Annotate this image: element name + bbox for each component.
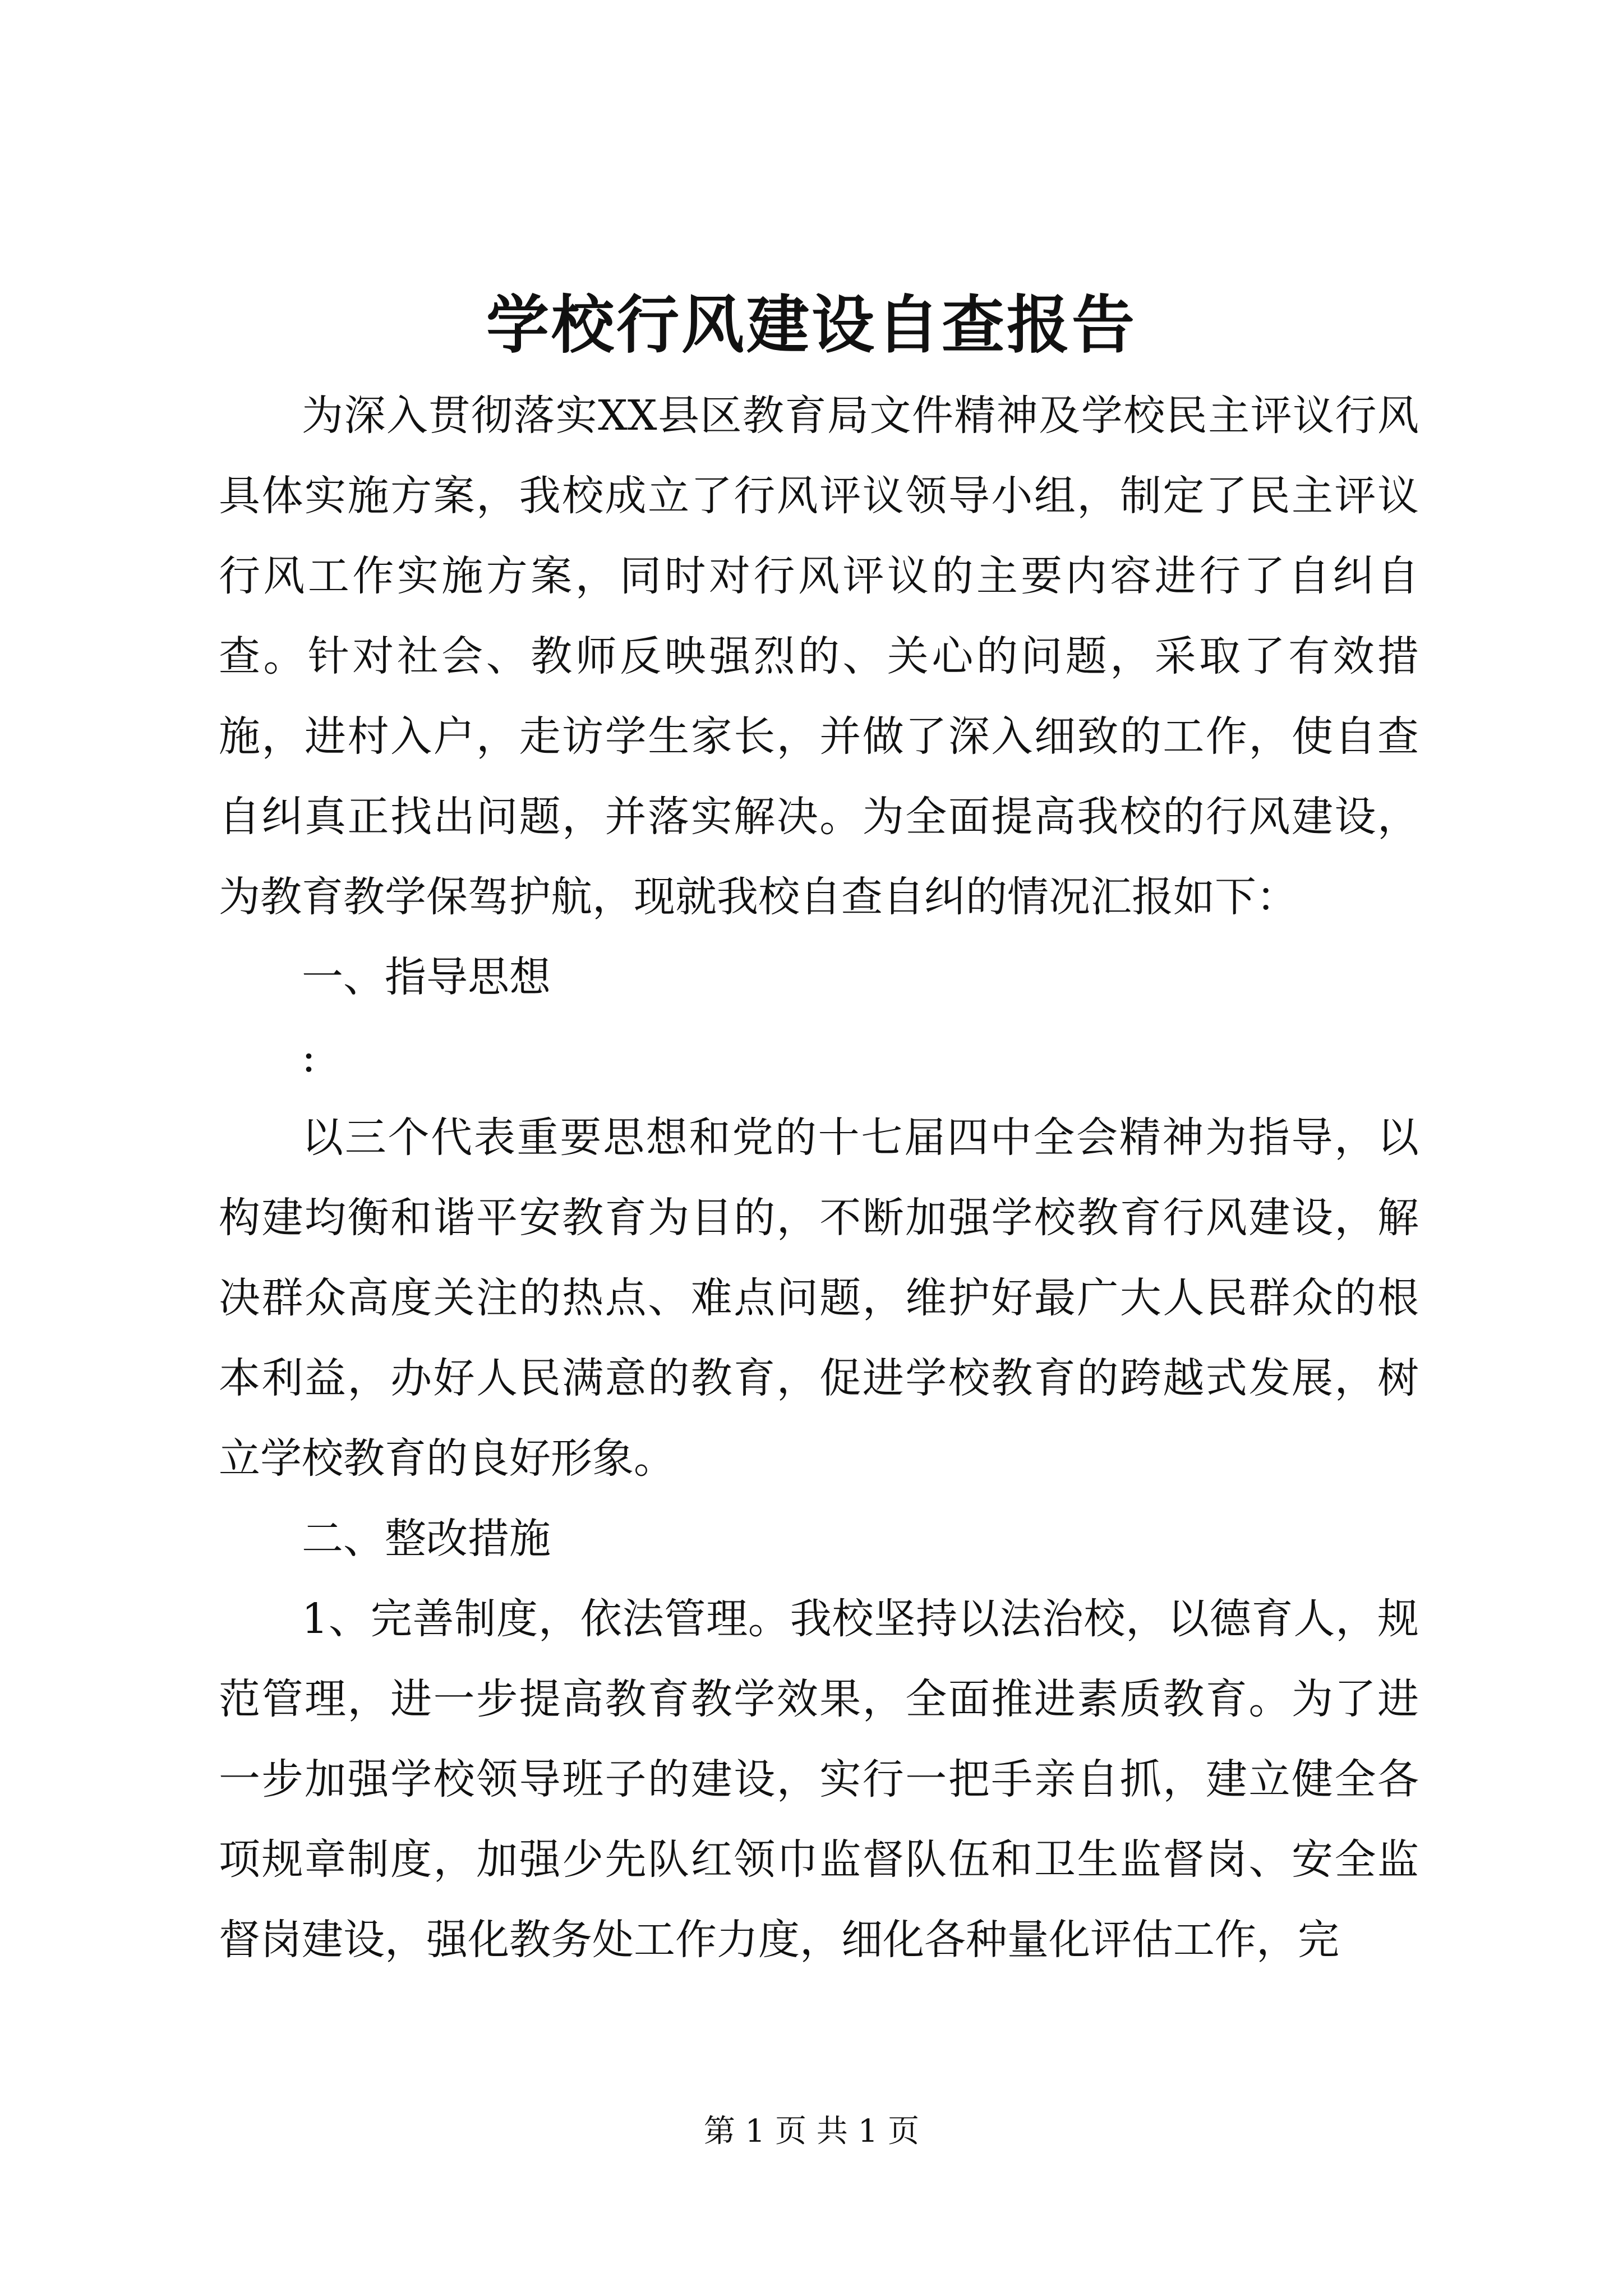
page-footer: 第 1 页 共 1 页 — [703, 2113, 920, 2150]
section-colon: : — [302, 1033, 316, 1082]
section-heading-guiding-thought: 一、指导思想 — [302, 953, 551, 1001]
document-title: 学校行风建设自查报告 — [486, 288, 1137, 362]
section-heading-rectification: 二、整改措施 — [302, 1515, 551, 1563]
document-body — [219, 376, 1419, 1980]
intro-paragraph: 为深入贯彻落实XX县区教育局文件精神及学校民主评议行风具体实施方案，我校成立了行风评议领导小组，制定了民主评议行风工作实施方案，同时对行风评议的主要内容进行了自纠自查。针对社会、教师反映强烈的、关心的问题，采取了有效措施，进村入户，走访学生家长，并做了深入细致的工作，使自查自纠真正找出问题，并落实解决。为全面提高我校的行风建设，为教育教学保驾护航，现就我校自查自纠的情况汇报如下： — [219, 392, 1419, 921]
guiding-thought-paragraph: 以三个代表重要思想和党的十七届四中全会精神为指导，以构建均衡和谐平安教育为目的，不断加强学校教育行风建设，解决群众高度关注的热点、难点问题，维护好最广大人民群众的根本利益，办好人民满意的教育，促进学校教育的跨越式发展，树立学校教育的良好形象。 — [219, 1114, 1419, 1483]
rectification-paragraph: 1、完善制度，依法管理。我校坚持以法治校，以德育人，规范管理，进一步提高教育教学效果，全面推进素质教育。为了进一步加强学校领导班子的建设，实行一把手亲自抓，建立健全各项规章制度，加强少先队红领巾监督队伍和卫生监督岗、安全监督岗建设，强化教务处工作力度，细化各种量化评估工作，完 — [219, 1595, 1419, 1964]
